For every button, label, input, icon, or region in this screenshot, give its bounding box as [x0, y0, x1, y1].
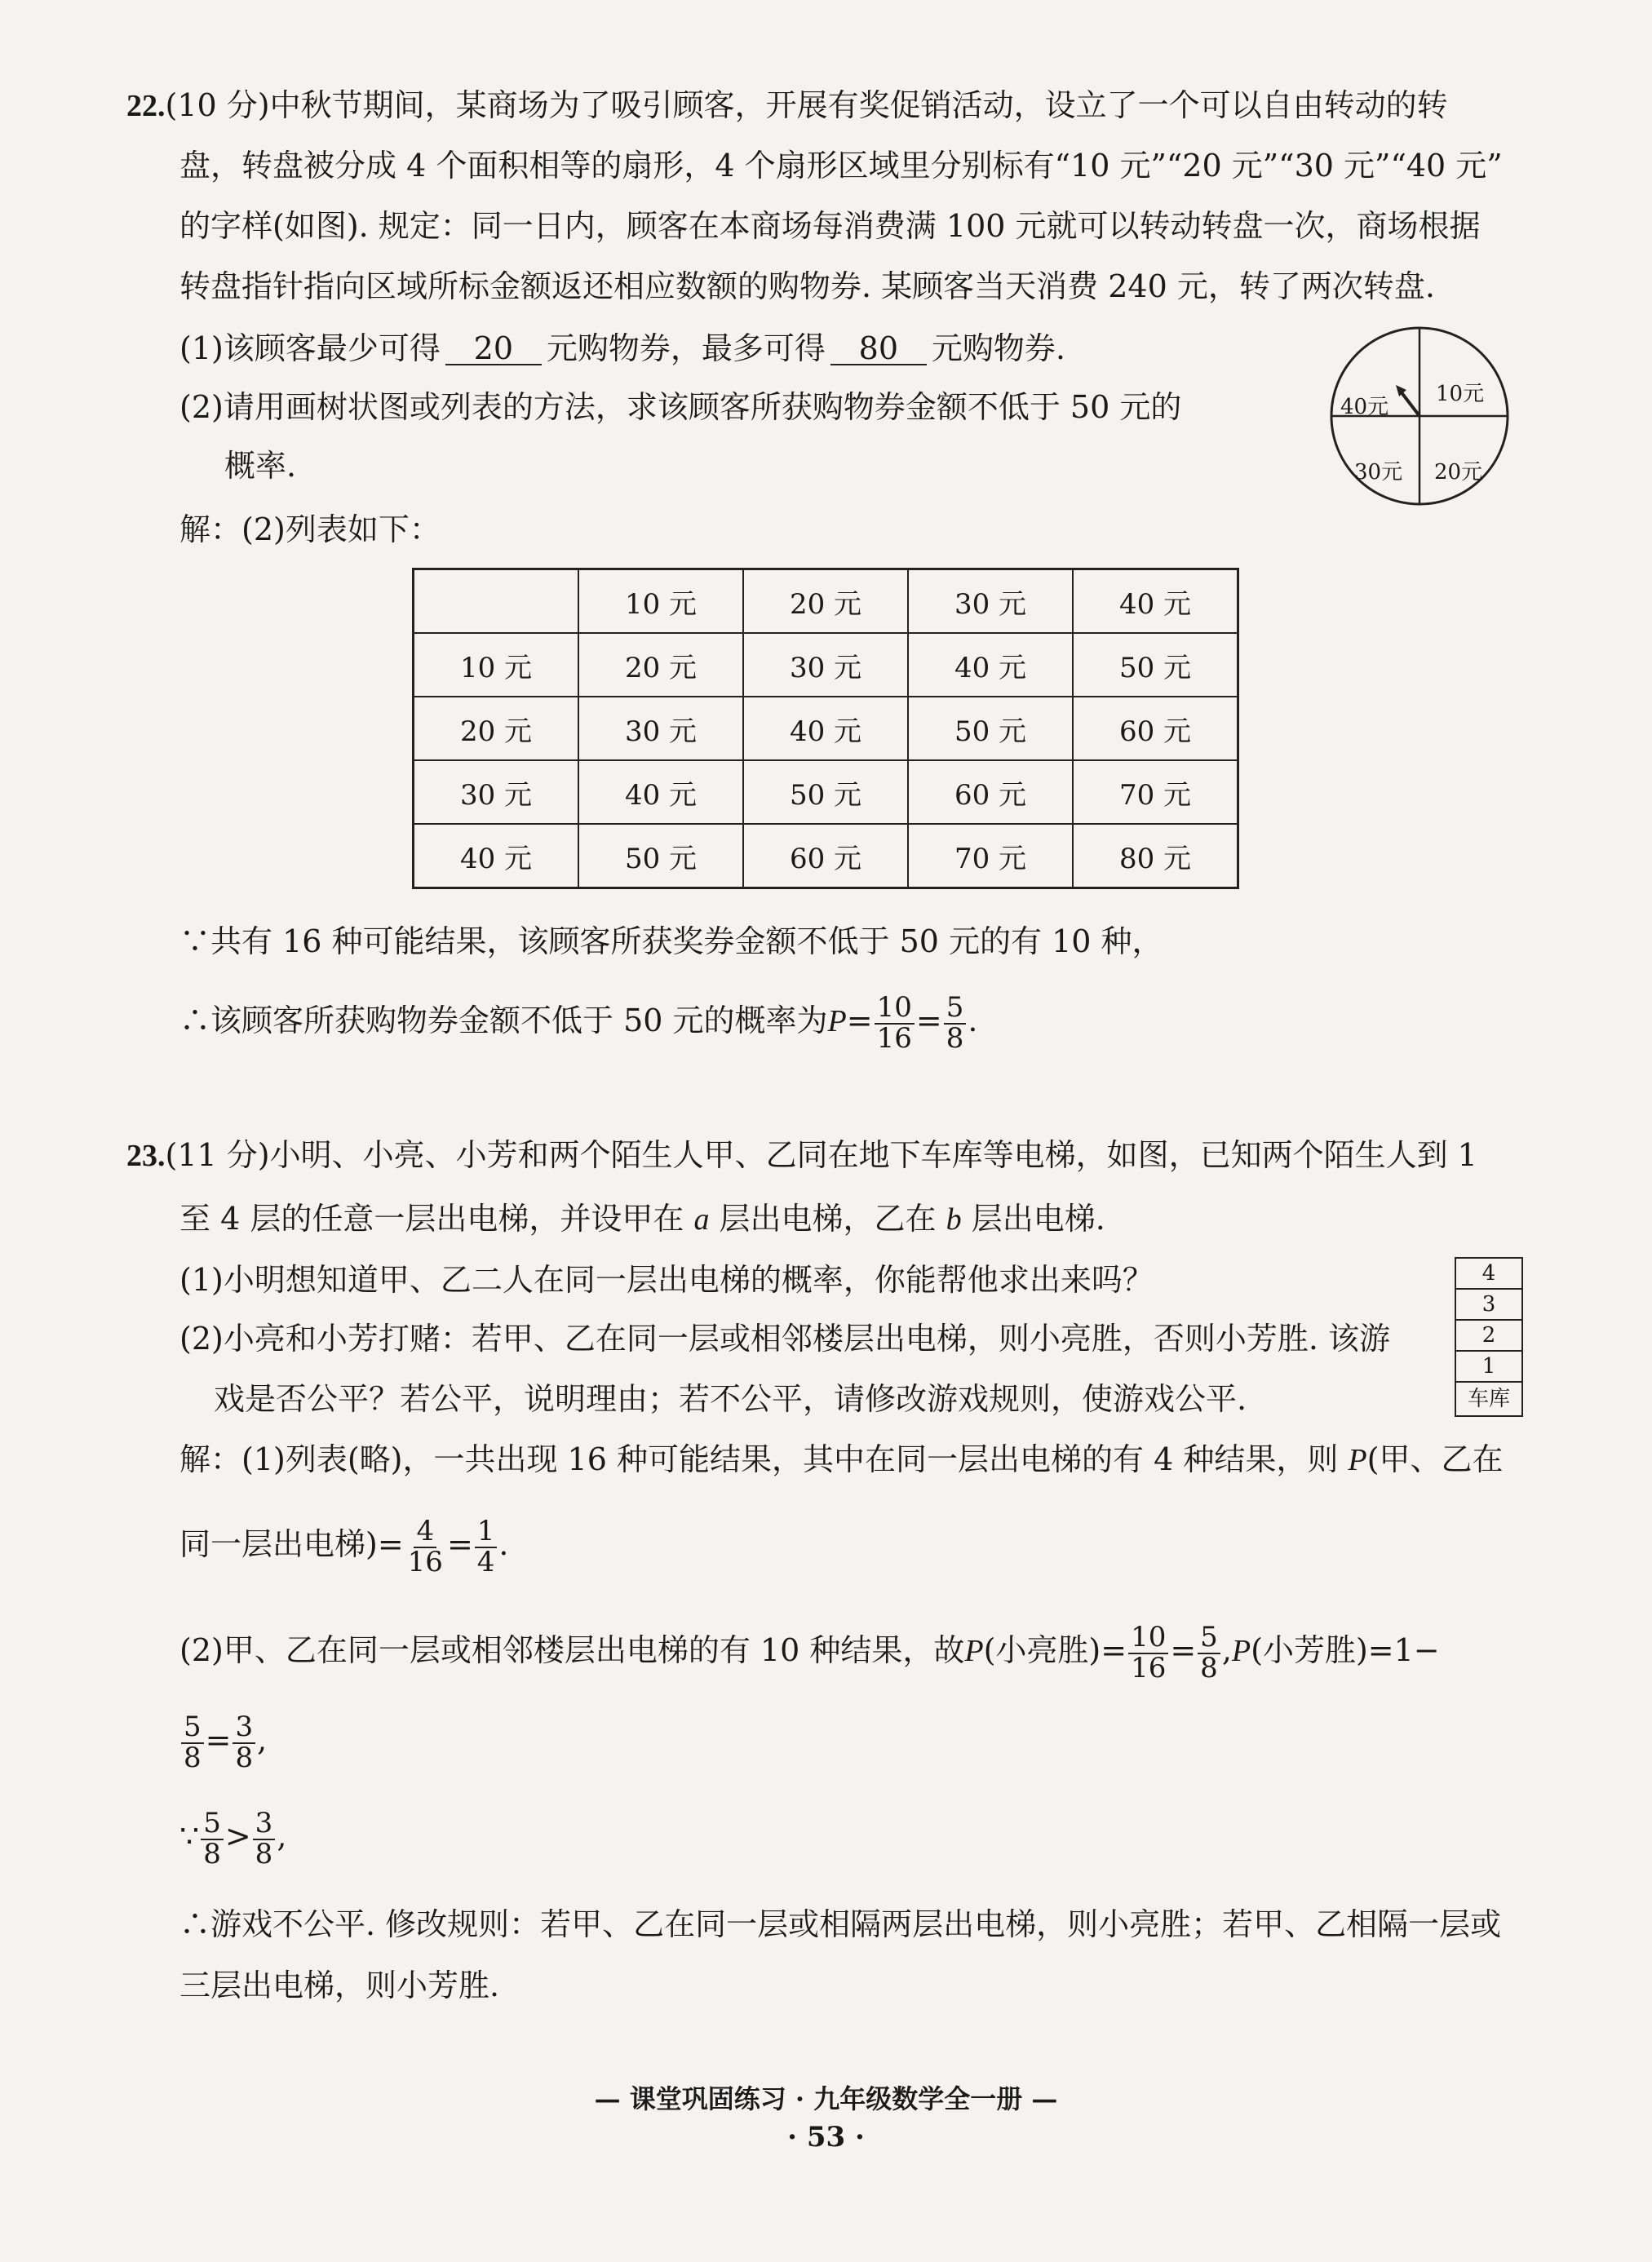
wheel-pointer: [1401, 392, 1419, 416]
table-cell: 50 元: [1073, 633, 1238, 697]
q23-line-1: 23.(11 分)小明、小亮、小芳和两个陌生人甲、乙同在地下车库等电梯，如图，已知两个陌生人到 1: [126, 1137, 1477, 1173]
q23-part1: (1)小明想知道甲、乙二人在同一层出电梯的概率，你能帮他求出来吗？: [179, 1262, 1154, 1298]
table-row: [414, 824, 1238, 888]
table-row: [414, 697, 1238, 760]
q22-line-3: 的字样(如图). 规定：同一日内，顾客在本商场每消费满 100 元就可以转动转盘一次，商场根据: [179, 208, 1481, 244]
table-cell: 20 元: [743, 569, 908, 634]
q23-comparison: ∵ $\frac{5}{8}$ > $\frac{3}{8}$ ,: [179, 1807, 287, 1870]
q23-part2-line2: 戏是否公平？若公平，说明理由；若不公平，请修改游戏规则，使游戏公平.: [214, 1381, 1247, 1417]
table-cell: 40 元: [743, 697, 908, 760]
q22-number: 22.: [126, 89, 166, 123]
footer-title: — 课堂巩固练习 · 九年级数学全一册 —: [594, 2083, 1058, 2114]
wheel-sector-20: 20元: [1434, 460, 1483, 485]
table-cell: 60 元: [1073, 697, 1238, 760]
elevator-floors-diagram: [1455, 1257, 1523, 1417]
table-cell: 30 元: [908, 569, 1073, 634]
q22-line-1: 22.(10 分)中秋节期间，某商场为了吸引顾客，开展有奖促销活动，设立了一个可以自由转动的转: [126, 87, 1448, 123]
table-cell: 60 元: [908, 760, 1073, 824]
q23-conclusion-line2: 三层出电梯，则小芳胜.: [179, 1968, 500, 2003]
q22-because: ∵共有 16 种可能结果，该顾客所获奖券金额不低于 50 元的有 10 种，: [179, 923, 1163, 959]
wheel-sector-30: 30元: [1354, 460, 1403, 485]
fraction: $\frac{3}{8}$: [253, 1809, 276, 1869]
table-cell: 50 元: [578, 824, 743, 888]
q22-line-2: 盘，转盘被分成 4 个面积相等的扇形，4 个扇形区域里分别标有“10 元”“20 元”“30 元”“40 元”: [179, 148, 1503, 184]
q22-part2-line2: 概率.: [224, 448, 297, 484]
table-cell: 70 元: [908, 824, 1073, 888]
table-cell: 70 元: [1073, 760, 1238, 824]
q23-line-2: 至 4 层的任意一层出电梯，并设甲在 a 层出电梯，乙在 b 层出电梯.: [179, 1201, 1105, 1237]
table-cell: 20 元: [578, 633, 743, 697]
table-cell: 80 元: [1073, 824, 1238, 888]
wheel-sector-10: 10元: [1436, 382, 1485, 406]
fraction: $\frac{10}{16}$: [875, 994, 915, 1053]
fraction: $\frac{1}{4}$: [475, 1517, 498, 1577]
fraction: $\frac{3}{8}$: [233, 1713, 255, 1773]
q23-solution1-line1: 解：(1)列表(略)，一共出现 16 种可能结果，其中在同一层出电梯的有 4 种结果，则 P(甲、乙在: [179, 1441, 1504, 1477]
q22-part1: (1)该顾客最少可得 20 元购物券，最多可得 80 元购物券.: [179, 330, 1065, 366]
table-cell: [414, 569, 579, 634]
q22-therefore: ∴该顾客所获购物券金额不低于 50 元的概率为P= $\frac{10}{16}$ = $\frac{5}{8}$ .: [179, 991, 978, 1055]
table-cell: 50 元: [743, 760, 908, 824]
q23-part2-line1: (2)小亮和小芳打赌：若甲、乙在同一层或相邻楼层出电梯，则小亮胜，否则小芳胜. 该游: [179, 1321, 1390, 1357]
q22-answer-min: 20: [445, 333, 542, 365]
fraction: $\frac{5}{8}$: [181, 1713, 204, 1773]
floor-2: 2: [1456, 1321, 1521, 1352]
floor-1: 1: [1456, 1352, 1521, 1383]
fraction: $\frac{10}{16}$: [1128, 1623, 1168, 1683]
q23-number: 23.: [126, 1139, 166, 1173]
page-number: · 53 ·: [787, 2121, 865, 2154]
result-table: [412, 568, 1239, 889]
fraction: $\frac{5}{8}$: [1198, 1623, 1220, 1683]
table-cell: 40 元: [414, 824, 579, 888]
table-cell: 30 元: [578, 697, 743, 760]
table-row: [414, 760, 1238, 824]
q23-solution1-line2: 同一层出电梯)= $\frac{4}{16}$ = $\frac{1}{4}$ .: [179, 1515, 509, 1578]
table-cell: 40 元: [908, 633, 1073, 697]
table-cell: 30 元: [743, 633, 908, 697]
table-cell: 40 元: [1073, 569, 1238, 634]
q22-solution-intro: 解：(2)列表如下：: [179, 511, 441, 547]
q23-solution2-line1: (2)甲、乙在同一层或相邻楼层出电梯的有 10 种结果，故P(小亮胜)= $\frac{10}{16}$ = $\frac{5}{8}$ ,P(小芳胜)=1−: [179, 1621, 1440, 1684]
table-row: [414, 633, 1238, 697]
q22-answer-max: 80: [830, 333, 927, 365]
floor-4: 4: [1456, 1259, 1521, 1290]
table-cell: 20 元: [414, 697, 579, 760]
q22-part2-line1: (2)请用画树状图或列表的方法，求该顾客所获购物券金额不低于 50 元的: [179, 389, 1182, 425]
fraction: $\frac{5}{8}$: [201, 1809, 224, 1869]
fraction: $\frac{5}{8}$: [944, 994, 967, 1053]
q22-line-4: 转盘指针指向区域所标金额返还相应数额的购物券. 某顾客当天消费 240 元，转了两次转盘.: [179, 268, 1435, 304]
floor-3: 3: [1456, 1290, 1521, 1321]
q23-conclusion-line1: ∴游戏不公平. 修改规则：若甲、乙在同一层或相隔两层出电梯，则小亮胜；若甲、乙相隔一层或: [179, 1906, 1502, 1942]
table-cell: 60 元: [743, 824, 908, 888]
fraction: $\frac{4}{16}$: [407, 1515, 443, 1578]
table-cell: 10 元: [578, 569, 743, 634]
floor-garage: 车库: [1467, 1387, 1510, 1411]
table-cell: 40 元: [578, 760, 743, 824]
wheel-sector-40: 40元: [1340, 395, 1389, 419]
table-header-row: [414, 569, 1238, 634]
q23-solution2-line2: $\frac{5}{8}$ = $\frac{3}{8}$ ,: [179, 1713, 267, 1773]
table-cell: 10 元: [414, 633, 579, 697]
table-cell: 30 元: [414, 760, 579, 824]
table-cell: 50 元: [908, 697, 1073, 760]
